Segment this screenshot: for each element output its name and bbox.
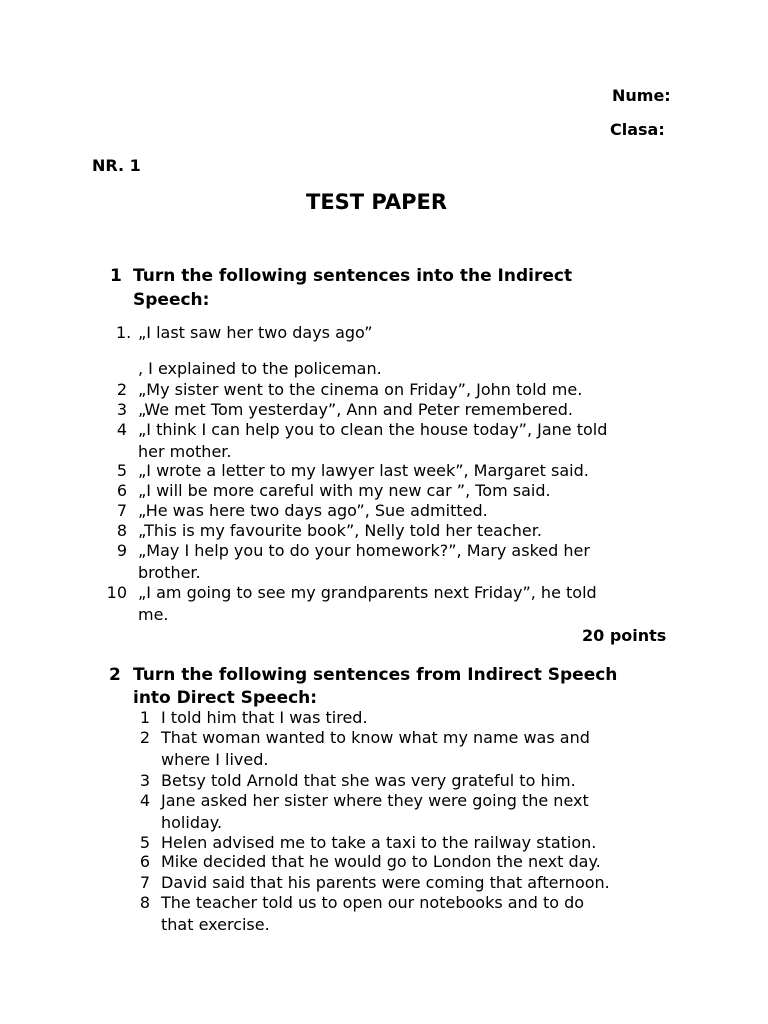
list-item-continuation: , I explained to the policeman.: [138, 359, 382, 378]
list-item-number: 4: [139, 791, 150, 810]
list-item-number: 5: [139, 833, 150, 852]
list-item-continuation: brother.: [138, 563, 201, 582]
list-item: „I will be more careful with my new car ”, Tom said.: [138, 481, 551, 500]
list-item: The teacher told us to open our notebooks and to do: [161, 893, 585, 912]
list-item: David said that his parents were coming that afternoon.: [161, 873, 610, 892]
list-item-number: 6: [116, 481, 127, 500]
list-item-continuation: where I lived.: [161, 750, 269, 769]
list-item-number: 10: [106, 583, 127, 602]
points-label: 20 points: [582, 626, 667, 645]
section-1-heading: Turn the following sentences into the Indirect: [133, 266, 573, 286]
test-number: NR. 1: [92, 156, 141, 175]
list-item: That woman wanted to know what my name was and: [161, 728, 590, 747]
list-item-number: 5: [116, 461, 127, 480]
list-item-number: 8: [116, 521, 127, 540]
list-item-number: 3: [139, 771, 150, 790]
list-item: „I wrote a letter to my lawyer last week”, Margaret said.: [138, 461, 589, 480]
list-item-number: 9: [116, 541, 127, 560]
list-item: Jane asked her sister where they were going the next: [161, 791, 589, 810]
list-item-number: 8: [139, 893, 150, 912]
name-label: Nume:: [612, 86, 671, 105]
class-label: Clasa:: [610, 120, 665, 139]
list-item: Helen advised me to take a taxi to the railway station.: [161, 833, 597, 852]
list-item: „My sister went to the cinema on Friday”, John told me.: [138, 380, 583, 399]
list-item: I told him that I was tired.: [161, 708, 368, 727]
page-title: TEST PAPER: [306, 190, 448, 214]
list-item-number: 2: [139, 728, 150, 747]
list-item-continuation: me.: [138, 605, 169, 624]
section-2-heading: Turn the following sentences from Indirect Speech: [133, 665, 618, 685]
list-item-number: 2: [116, 380, 127, 399]
list-item-number: 6: [139, 852, 150, 871]
section-1-heading-cont: Speech:: [133, 290, 210, 310]
list-item-number: 7: [116, 501, 127, 520]
section-1-number: 1: [110, 266, 122, 286]
list-item-number: 7: [139, 873, 150, 892]
list-item: „I think I can help you to clean the house today”, Jane told: [138, 420, 608, 439]
list-item: „I am going to see my grandparents next Friday”, he told: [138, 583, 597, 602]
list-item-number: 1.: [116, 323, 132, 342]
list-item-quote: „I last saw her two days ago”: [138, 323, 373, 342]
list-item: Mike decided that he would go to London the next day.: [161, 852, 601, 871]
list-item-continuation: her mother.: [138, 442, 232, 461]
section-2-heading-cont: into Direct Speech:: [133, 688, 318, 708]
list-item-number: 4: [116, 420, 127, 439]
list-item-number: 1: [139, 708, 150, 727]
list-item-number: 3: [116, 400, 127, 419]
section-2-number: 2: [109, 665, 121, 685]
list-item: „We met Tom yesterday”, Ann and Peter remembered.: [138, 400, 573, 419]
list-item: „He was here two days ago”, Sue admitted.: [138, 501, 488, 520]
list-item: „May I help you to do your homework?”, Mary asked her: [138, 541, 590, 560]
list-item-continuation: that exercise.: [161, 915, 270, 934]
list-item: Betsy told Arnold that she was very grateful to him.: [161, 771, 576, 790]
list-item: „This is my favourite book”, Nelly told her teacher.: [138, 521, 542, 540]
list-item-continuation: holiday.: [161, 813, 223, 832]
